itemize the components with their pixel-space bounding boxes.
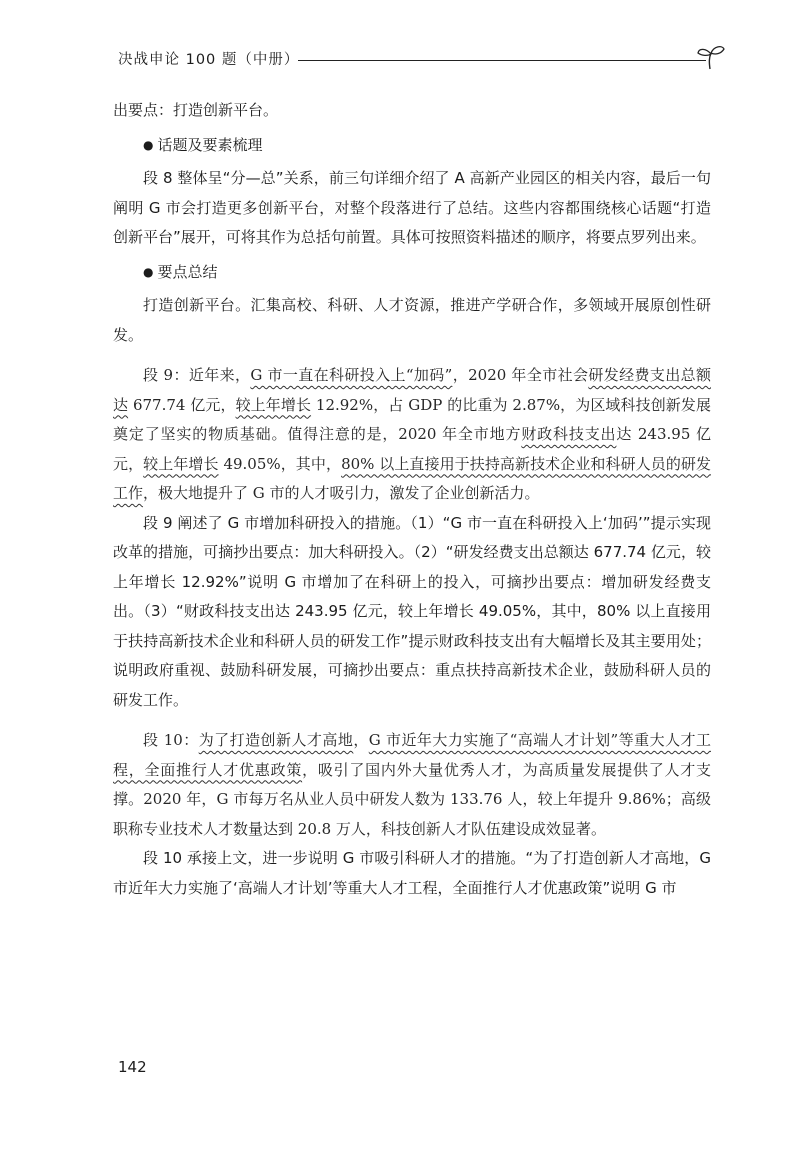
paragraph-intro-end: 出要点：打造创新平台。 (113, 101, 279, 119)
wavy-underline: 为了打造创新人才高地 (198, 731, 354, 749)
sprout-icon (696, 44, 726, 70)
source-text: ，2020 年全市社会 (452, 366, 589, 384)
running-header (118, 44, 728, 74)
source-paragraph-9 (113, 361, 711, 509)
source-text: 段 10： (143, 731, 199, 749)
bullet-icon: ● (143, 264, 154, 279)
wavy-underline: G 市一直在科研投入上“加码” (250, 366, 453, 384)
page-number: 142 (118, 1058, 147, 1076)
source-text: 677.74 亿元， (128, 395, 236, 414)
source-text: 49.05%，其中， (218, 454, 342, 473)
source-text: 段 9：近年来， (143, 366, 251, 384)
source-text: ，吸引了国内外大量优秀人才，为高质量发展提供了人才支撑。2020 年，G 市每万名从业人员中研发人数为 133.76 人，较上年提升 9.86%；高级职称专业技术人才数量达到 20.8 万人，科技创新人才队伍建设成效显著。 (113, 760, 711, 838)
header-rule (298, 60, 706, 61)
analysis-paragraph: 段 9 阐述了 G 市增加科研投入的措施。（1）“G 市一直在科研投入上‘加码’”提示实现改革的措施，可摘抄出要点：加大科研投入。（2）“研发经费支出总额达 677.74 亿元，较上年增长 12.92%”说明 G 市增加了在科研上的投入，可摘抄出要点：增加研发经费支出。（3）“财政科技支出达 243.95 亿元，较上年增长 49.05%，其中，80% 以上直接用于扶持高新技术企业和科研人员的研发工作”提示财政科技支出有大幅增长及其主要用处；说明政府重视、鼓励科研发展，可摘抄出要点：重点扶持高新技术企业，鼓励科研人员的研发工作。 (113, 513, 711, 709)
analysis-paragraph: 段 8 整体呈“分—总”关系，前三句详细介绍了 A 高新产业园区的相关内容，最后一句阐明 G 市会打造更多创新平台，对整个段落进行了总结。这些内容都围绕核心话题“打造创新平台”展开，可将其作为总括句前置。具体可按照资料描述的顺序，将要点罗列出来。 (113, 169, 711, 246)
wavy-underline: 较上年增长 (235, 395, 312, 414)
analysis-paragraph: 段 10 承接上文，进一步说明 G 市吸引科研人才的措施。“为了打造创新人才高地，G 市近年大力实施了‘高端人才计划’等重大人才工程，全面推行人才优惠政策”说明 G 市 (113, 849, 711, 897)
wavy-underline: 财政科技支出 (521, 425, 617, 443)
source-text: ，极大地提升了 G 市的人才吸引力，激发了企业创新活力。 (143, 484, 540, 502)
source-text: 达 243.95 亿元， (113, 425, 711, 473)
wavy-underline: 80% 以上直接用于扶持高新技术企业和科研人员的研发工作 (113, 454, 711, 502)
source-paragraph-10 (113, 726, 711, 844)
wavy-underline: 研发经费支出总额达 (113, 366, 711, 414)
wavy-underline: G 市近年大力实施了“高端人才计划”等重大人才工程，全面推行人才优惠政策 (113, 731, 711, 779)
summary-paragraph: 打造创新平台。汇集高校、科研、人才资源，推进产学研合作，多领域开展原创性研发。 (113, 296, 711, 344)
section-heading (113, 258, 711, 288)
heading-text: 话题及要素梳理 (157, 135, 263, 154)
bullet-icon: ● (143, 137, 154, 152)
page-body (113, 96, 711, 903)
source-text: 12.92%，占 GDP 的比重为 2.87%，为区域科技创新发展奠定了坚实的物质基础。值得注意的是，2020 年全市地方 (113, 395, 711, 443)
heading-text: 要点总结 (157, 262, 218, 281)
book-title: 决战申论 100 题（中册） (118, 52, 300, 68)
source-text: ， (353, 731, 369, 749)
section-heading (113, 131, 711, 161)
wavy-underline: 较上年增长 (143, 454, 219, 473)
